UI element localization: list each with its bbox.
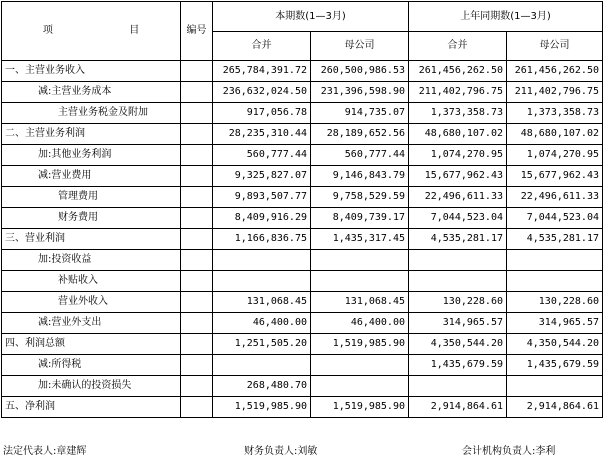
header-row-1 <box>2 2 603 32</box>
row-label: 主营业务税金及附加 <box>2 103 181 124</box>
row-label: 加:投资收益 <box>2 250 181 271</box>
prior-consolidated-value <box>409 250 507 271</box>
row-code <box>181 313 213 334</box>
prior-consolidated-value: 261,456,262.50 <box>409 61 507 82</box>
row-code <box>181 61 213 82</box>
finance-head: 财务负责人:刘敏 <box>244 446 318 457</box>
row-label: 减:营业外支出 <box>2 313 181 334</box>
table-row <box>2 166 603 187</box>
row-code <box>181 376 213 397</box>
current-consolidated-value: 268,480.70 <box>213 376 311 397</box>
row-label: 管理费用 <box>2 187 181 208</box>
current-consolidated-value: 9,893,507.77 <box>213 187 311 208</box>
current-consolidated-value: 28,235,310.44 <box>213 124 311 145</box>
row-code <box>181 334 213 355</box>
row-code <box>181 229 213 250</box>
current-parent-value: 9,758,529.59 <box>311 187 409 208</box>
current-consolidated-value: 560,777.44 <box>213 145 311 166</box>
current-consolidated-value: 8,409,916.29 <box>213 208 311 229</box>
prior-consolidated-value: 48,680,107.02 <box>409 124 507 145</box>
row-label: 四、利润总额 <box>2 334 181 355</box>
current-consolidated-value: 9,325,827.07 <box>213 166 311 187</box>
prior-consolidated-value: 15,677,962.43 <box>409 166 507 187</box>
prior-parent-value <box>507 250 603 271</box>
table-row <box>2 334 603 355</box>
row-label: 五、净利润 <box>2 397 181 418</box>
prior-consolidated-header: 合并 <box>409 32 507 61</box>
prior-parent-value <box>507 376 603 397</box>
row-label: 营业外收入 <box>2 292 181 313</box>
prior-consolidated-value: 130,228.60 <box>409 292 507 313</box>
current-parent-value: 1,519,985.90 <box>311 334 409 355</box>
table-row <box>2 355 603 376</box>
current-parent-value: 28,189,652.56 <box>311 124 409 145</box>
item-header-right: 目 <box>129 25 140 36</box>
prior-parent-value: 314,965.57 <box>507 313 603 334</box>
prior-consolidated-value: 4,350,544.20 <box>409 334 507 355</box>
prior-consolidated-value: 2,914,864.61 <box>409 397 507 418</box>
row-code <box>181 82 213 103</box>
code-header: 编号 <box>181 2 213 61</box>
current-parent-value <box>311 376 409 397</box>
current-parent-value: 231,396,598.90 <box>311 82 409 103</box>
current-parent-value: 8,409,739.17 <box>311 208 409 229</box>
prior-consolidated-value <box>409 271 507 292</box>
prior-period-header: 上年同期数(1—3月) <box>409 2 603 32</box>
table-row <box>2 271 603 292</box>
table-row <box>2 61 603 82</box>
current-parent-value: 1,519,985.90 <box>311 397 409 418</box>
current-parent-value <box>311 271 409 292</box>
row-code <box>181 187 213 208</box>
row-label: 补贴收入 <box>2 271 181 292</box>
current-parent-value <box>311 355 409 376</box>
current-consolidated-value: 1,166,836.75 <box>213 229 311 250</box>
row-label: 减:所得税 <box>2 355 181 376</box>
current-parent-header: 母公司 <box>311 32 409 61</box>
prior-consolidated-value: 1,435,679.59 <box>409 355 507 376</box>
row-code <box>181 208 213 229</box>
row-code <box>181 292 213 313</box>
row-label: 加:其他业务利润 <box>2 145 181 166</box>
row-code <box>181 355 213 376</box>
row-label: 加:未确认的投资损失 <box>2 376 181 397</box>
prior-consolidated-value: 211,402,796.75 <box>409 82 507 103</box>
prior-parent-value: 1,435,679.59 <box>507 355 603 376</box>
current-consolidated-value: 1,251,505.20 <box>213 334 311 355</box>
prior-parent-value: 7,044,523.04 <box>507 208 603 229</box>
current-parent-value: 1,435,317.45 <box>311 229 409 250</box>
prior-parent-value: 130,228.60 <box>507 292 603 313</box>
row-code <box>181 397 213 418</box>
prior-consolidated-value: 1,373,358.73 <box>409 103 507 124</box>
prior-consolidated-value: 7,044,523.04 <box>409 208 507 229</box>
current-consolidated-value: 131,068.45 <box>213 292 311 313</box>
current-consolidated-value: 917,056.78 <box>213 103 311 124</box>
table-row <box>2 250 603 271</box>
signature-footer <box>0 444 603 460</box>
prior-consolidated-value <box>409 376 507 397</box>
current-parent-value: 46,400.00 <box>311 313 409 334</box>
row-code <box>181 124 213 145</box>
current-consolidated-value: 265,784,391.72 <box>213 61 311 82</box>
table-row <box>2 208 603 229</box>
prior-parent-header: 母公司 <box>507 32 603 61</box>
prior-consolidated-value: 314,965.57 <box>409 313 507 334</box>
prior-parent-value: 211,402,796.75 <box>507 82 603 103</box>
current-parent-value: 560,777.44 <box>311 145 409 166</box>
current-parent-value: 914,735.07 <box>311 103 409 124</box>
current-parent-value: 131,068.45 <box>311 292 409 313</box>
row-label: 三、营业利润 <box>2 229 181 250</box>
item-header <box>2 2 181 61</box>
current-consolidated-value: 1,519,985.90 <box>213 397 311 418</box>
table-row <box>2 124 603 145</box>
current-consolidated-header: 合并 <box>213 32 311 61</box>
prior-parent-value: 4,535,281.17 <box>507 229 603 250</box>
row-code <box>181 250 213 271</box>
table-row <box>2 229 603 250</box>
row-label: 减:营业费用 <box>2 166 181 187</box>
current-consolidated-value <box>213 355 311 376</box>
row-label: 财务费用 <box>2 208 181 229</box>
prior-parent-value: 261,456,262.50 <box>507 61 603 82</box>
row-label: 减:主营业务成本 <box>2 82 181 103</box>
prior-parent-value <box>507 271 603 292</box>
prior-consolidated-value: 4,535,281.17 <box>409 229 507 250</box>
prior-parent-value: 1,373,358.73 <box>507 103 603 124</box>
table-row <box>2 292 603 313</box>
income-statement-table <box>1 1 603 418</box>
table-row <box>2 187 603 208</box>
current-parent-value <box>311 250 409 271</box>
table-row <box>2 82 603 103</box>
row-code <box>181 166 213 187</box>
row-label: 一、主营业务收入 <box>2 61 181 82</box>
table-row <box>2 376 603 397</box>
prior-parent-value: 4,350,544.20 <box>507 334 603 355</box>
prior-consolidated-value: 1,074,270.95 <box>409 145 507 166</box>
prior-parent-value: 1,074,270.95 <box>507 145 603 166</box>
current-consolidated-value: 236,632,024.50 <box>213 82 311 103</box>
table-row <box>2 313 603 334</box>
row-code <box>181 145 213 166</box>
current-parent-value: 260,500,986.53 <box>311 61 409 82</box>
table-row <box>2 397 603 418</box>
row-label: 二、主营业务利润 <box>2 124 181 145</box>
prior-parent-value: 2,914,864.61 <box>507 397 603 418</box>
current-consolidated-value <box>213 250 311 271</box>
table-row <box>2 103 603 124</box>
current-consolidated-value: 46,400.00 <box>213 313 311 334</box>
row-code <box>181 103 213 124</box>
prior-parent-value: 22,496,611.33 <box>507 187 603 208</box>
accounting-head: 会计机构负责人:李利 <box>462 446 556 457</box>
current-parent-value: 9,146,843.79 <box>311 166 409 187</box>
current-period-header: 本期数(1—3月) <box>213 2 409 32</box>
prior-parent-value: 48,680,107.02 <box>507 124 603 145</box>
table-row <box>2 145 603 166</box>
item-header-left: 项 <box>42 25 53 36</box>
prior-consolidated-value: 22,496,611.33 <box>409 187 507 208</box>
prior-parent-value: 15,677,962.43 <box>507 166 603 187</box>
legal-representative: 法定代表人:章建辉 <box>3 446 87 457</box>
row-code <box>181 271 213 292</box>
current-consolidated-value <box>213 271 311 292</box>
